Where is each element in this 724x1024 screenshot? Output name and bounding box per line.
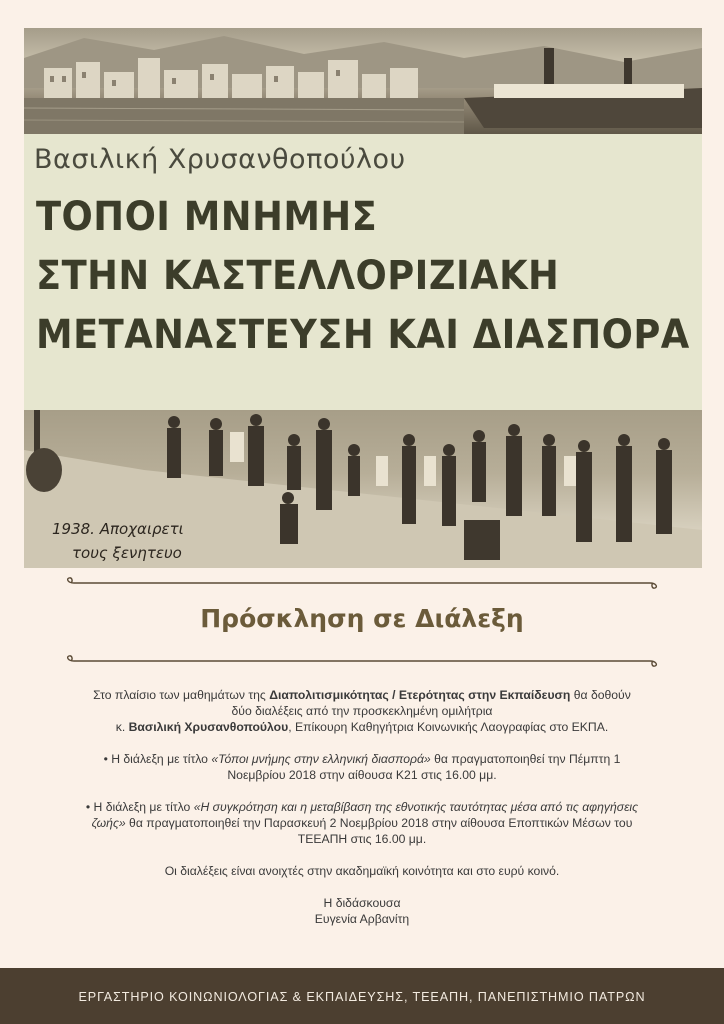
course-name: Διαπολιτισμικότητας / Ετερότητας στην Εκπαίδευση xyxy=(269,688,571,702)
crowd-photo xyxy=(24,410,702,568)
lecture-2-title: «Η συγκρότηση και η μεταβίβαση της εθνοτικής ταυτότητας μέσα από τις αφηγήσεις xyxy=(193,800,639,814)
speaker-name: Βασιλική Χρυσανθοπούλου xyxy=(128,720,289,734)
intro-line-1: Στο πλαίσιο των μαθημάτων της Διαπολιτισμικότητας / Ετερότητας στην Εκπαίδευση θα δοθούν xyxy=(93,688,631,702)
book-title-line-3: ΜΕΤΑΝΑΣΤΕΥΣΗ ΚΑΙ ΔΙΑΣΠΟΡΑ xyxy=(36,312,690,358)
lecture-2-line-1: • Η διάλεξη με τίτλο «Η συγκρότηση και η μεταβίβαση της εθνοτικής ταυτότητας μέσα από τις αφηγήσεις xyxy=(85,800,639,814)
ornamental-divider-bottom xyxy=(64,654,660,668)
harbor-photo xyxy=(24,28,702,134)
signature-role: Η διδάσκουσα xyxy=(323,896,401,910)
lecture-2-line-2: ζωής» θα πραγματοποιηθεί την Παρασκευή 2 Νοεμβρίου 2018 στην αίθουσα Εποπτικών Μέσων του xyxy=(91,816,633,830)
lecture-1-line-1: • Η διάλεξη με τίτλο «Τόποι μνήμης στην ελληνική διασπορά» θα πραγματοποιηθεί την Πέμπτη 1 xyxy=(103,752,621,766)
book-title-line-2: ΣΤΗΝ ΚΑΣΤΕΛΛΟΡΙΖΙΑΚΗ xyxy=(36,253,560,299)
lecture-2-line-3: ΤΕΕΑΠΗ στις 16.00 μμ. xyxy=(297,832,427,846)
photo-inscription-line-1: 1938. Αποχαιρετι xyxy=(52,520,184,538)
ornamental-divider-top xyxy=(64,576,660,590)
photo-inscription-line-2: τους ξενητευο xyxy=(72,544,182,562)
intro-line-3: κ. Βασιλική Χρυσανθοπούλου, Επίκουρη Καθηγήτρια Κοινωνικής Λαογραφίας στο ΕΚΠΑ. xyxy=(115,720,609,734)
closing-statement: Οι διαλέξεις είναι ανοιχτές στην ακαδημαϊκή κοινότητα και στο ευρύ κοινό. xyxy=(164,864,560,878)
signature-name: Ευγενία Αρβανίτη xyxy=(314,912,410,926)
author-name: Βασιλική Χρυσανθοπούλου xyxy=(34,144,406,175)
invitation-heading: Πρόσκληση σε Διάλεξη xyxy=(200,604,524,633)
footer-organization: ΕΡΓΑΣΤΗΡΙΟ ΚΟΙΝΩΝΙΟΛΟΓΙΑΣ & ΕΚΠΑΙΔΕΥΣΗΣ, ΤΕΕΑΠΗ, ΠΑΝΕΠΙΣΤΗΜΙΟ ΠΑΤΡΩΝ xyxy=(78,990,646,1004)
invitation-body xyxy=(44,687,680,927)
footer-bar xyxy=(0,968,724,1024)
lecture-1-title: «Τόποι μνήμης στην ελληνική διασπορά» xyxy=(211,752,431,766)
book-title-line-1: ΤΟΠΟΙ ΜΝΗΜΗΣ xyxy=(36,194,378,240)
lecture-1-line-2: Νοεμβρίου 2018 στην αίθουσα Κ21 στις 16.00 μμ. xyxy=(227,768,497,782)
intro-line-2: δύο διαλέξεις από την προσκεκλημένη ομιλήτρια xyxy=(231,704,493,718)
book-cover-image xyxy=(24,28,702,568)
